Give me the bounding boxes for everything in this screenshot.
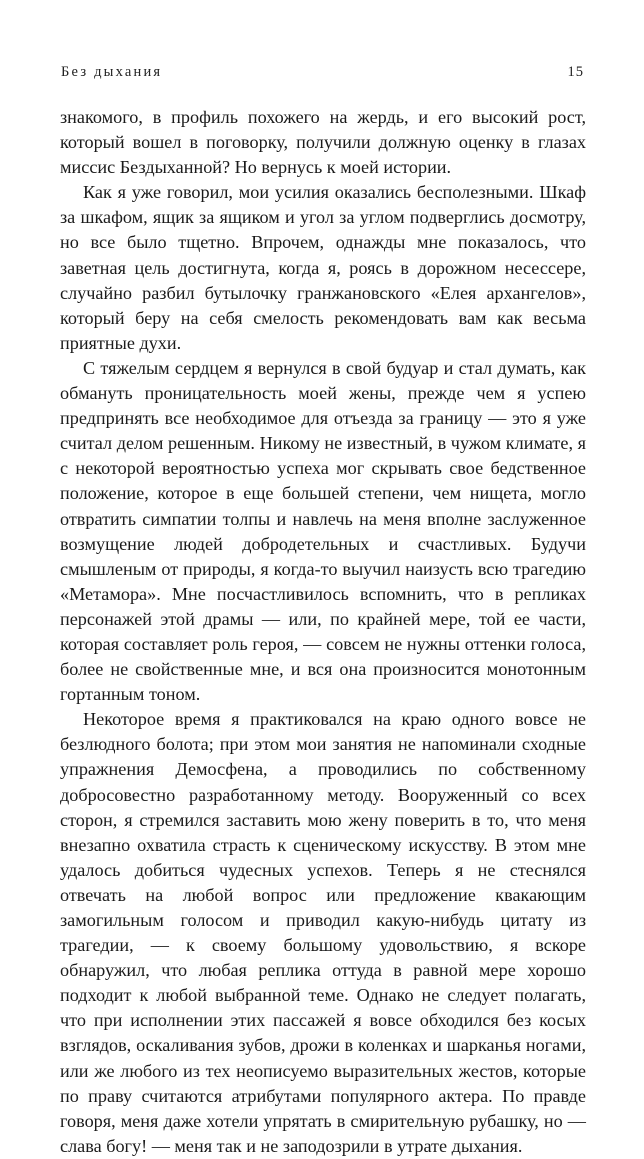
- paragraph-continued: знакомого, в профиль похожего на жердь, и его высокий рост, который вошел в поговорку, получили должную оценку в глазах миссис Бездыханной? Но вернусь к моей истории.: [60, 107, 586, 178]
- page-number: 15: [567, 64, 584, 80]
- paragraph: С тяжелым сердцем я вернулся в свой будуар и стал думать, как обмануть проницательность моей жены, прежде чем я успею предпринять все необходимое для отъезда за границу — это я уже считал делом решенным. Никому не известный, в чужом климате, я с некоторой вероятностью успеха мог скрывать свое бедственное положение, которое в еще большей степени, чем нищета, могло отвратить симпатии толпы и навлечь на меня вполне заслуженное возмущение людей добродетельных и счастливых. Будучи смышленым от природы, я когда-то выучил наизусть всю трагедию «Метамора». Мне посчастливилось вспомнить, что в репликах персонажей этой драмы — или, по крайней мере, той ее части, которая составляет роль героя, — совсем не нужны оттенки голоса, более не свойственные мне, и вся она произносится монотонным гортанным тоном.: [60, 357, 586, 705]
- paragraph: Как я уже говорил, мои усилия оказались бесполезными. Шкаф за шкафом, ящик за ящиком и угол за углом подверглись досмотру, но все было тщетно. Впрочем, однажды мне показалось, что заветная цель достигнута, когда я, роясь в дорожном несессере, случайно разбил бутылочку гранжановского «Елея архангелов», который беру на себя смелость рекомендовать вам как весьма приятные духи.: [60, 182, 586, 353]
- running-title: Без дыхания: [61, 64, 163, 80]
- book-page: [60, 60, 586, 1159]
- running-head: [60, 60, 586, 82]
- paragraph: Некоторое время я практиковался на краю одного вовсе не безлюдного болота; при этом мои занятия не напоминали сходные упражнения Демосфена, а проводились по собственному добросовестно разработанному методу. Вооруженный со всех сторон, я стремился заставить мою жену поверить в то, что меня внезапно охватила страсть к сценическому искусству. В этом мне удалось добиться чудесных успехов. Теперь я не стеснялся отвечать на любой вопрос или предложение квакающим замогильным голосом и приводил какую-нибудь цитату из трагедии, — к своему большому удовольствию, я вскоре обнаружил, что любая реплика оттуда в равной мере хорошо подходит к любой выбранной теме. Однако не следует полагать, что при исполнении этих пассажей я вовсе обходился без косых взглядов, оскаливания зубов, дрожи в коленках и шарканья ногами, или же любого из тех неописуемо выразительных жестов, которые по праву считаются атрибутами популярного актера. По правде говоря, меня даже хотели упрятать в смирительную рубашку, но — слава богу! — меня так и не заподозрили в утрате дыхания.: [60, 709, 586, 1156]
- body-text: [60, 105, 586, 1159]
